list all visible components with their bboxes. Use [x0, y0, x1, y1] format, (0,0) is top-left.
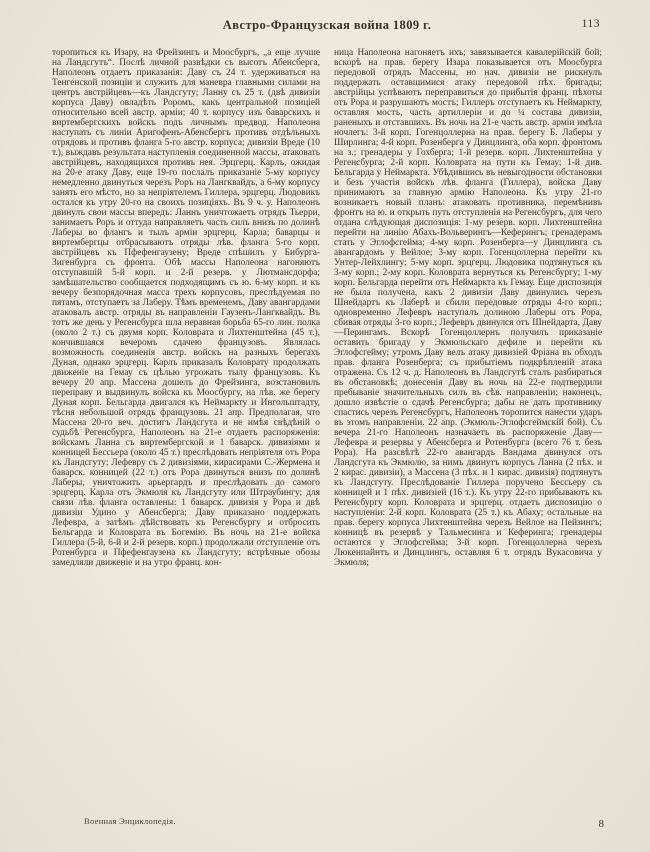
running-title: Австро-Французская война 1809 г. — [222, 18, 432, 32]
footer-signature: Военная Энциклопедія. — [84, 816, 176, 826]
article-body — [52, 48, 602, 812]
page-header — [52, 18, 602, 40]
page-number: 113 — [581, 18, 600, 30]
footer-sheet-number: 8 — [598, 818, 604, 830]
column-right: ница Наполеона нагоняетъ ихъ; завязывается кавалерійскій бой; вскорѣ на прав. берегу Изара показывается отъ Моосбурга передовой отрядъ Массены, но нач. дивизіи не рискнулъ поддержать оставшимися атаку передовой пѣх. бригады; австрійцы успѣваютъ переправиться до прибытія франц. пѣхоты отъ Рора и разрушаютъ мостъ; Гиллеръ отступаетъ къ Неймаркту, оставляя мостъ, часть артиллеріи и до ¼ состава дивизіи, раненыхъ и отставшихъ. Въ ночь на 21-е часть австр. арміи имѣла ночлегъ: 3-й корп. Гогенцоллерна на прав. берегу Б. Лаберы у Ширлинга; 4-й корп. Розенберга у Динцлинга, оба корп. фронтомъ на з.; гренадеры у Гохберга; 1-й резерв. корп. Лихтенштейна у Регенсбурга; 2-й корп. Коловрата на пути къ Гемау; 1-й див. Бельгарда у Неймаркта. Убѣдившись въ невыгодности обстановки и безъ участія войскъ лѣв. фланга (Гиллера), войска Даву принимаютъ за главную армію Наполеона. Къ утру 21-го возникаетъ новый планъ: атаковать противника, перемѣнивъ фронтъ на ю. и открыть путь отступленія на Регенсбургъ, для чего отдана слѣдующая диспозиція: 1-му резерв. корп. Лихтенштейна перейти на линію Абахъ-Вольверингъ—Кеферингъ; гренадерамъ стать у Эглофсгейма; 4-му корп. Розенберга—у Динцлинга съ авангардомъ у Вейлое; 3-му корп. Гогенцоллерна перейти къ Унтер-Лейхлингу; 5-му корп. эрцгерц. Людовика подтянуться къ 3-му корп.; 2-му корп. Коловрата вернуться къ Регенсбургу; 1-му корп. Бельгарда перейти отъ Неймаркта къ Гемау. Еще диспозиція не была получена, какъ 2 дивизіи Даву двинулись черезъ Шнейдартъ къ Лаберѣ и сбили передовые отряды 4-го корп.; одновременно Лефевръ наступалъ долиною Лаберы отъ Рора, сбивая отряды 3-го корп.; Лефевръ двинулся отъ Шнейдарта, Даву—Перингамъ. Вскорѣ Гогенцоллернъ получилъ приказаніе оставить бригаду у Экмюльскаго дефиле и перейти къ Эглофсгейму; утромъ Даву велъ атаку дивизіей Фріана въ обходъ прав. фланга Розенберга; съ прибытіемъ подкрѣпленій атака отражена. Съ 12 ч. д. Наполеонъ въ Ландсгутѣ сталъ разбираться въ обстановкѣ; донесенія Даву въ ночь на 22-е подтвердили пребываніе значительныхъ силъ въ сѣв. направленіи; наконецъ, дошло извѣстіе о сдачѣ Регенсбурга; дабы не дать противнику спастись черезъ Регенсбургъ, Наполеонъ торопится нанести ударъ въ этомъ направленіи. 22 апр. (Экмюль-Эглофсгеймскій бой). Съ вечера 21-го Наполеонъ назначаетъ въ распоряженіе Даву—Лефевра и резервы у Абенсберга и Ротенбурга (всего 76 т. безъ Рора). На разсвѣтѣ 22-го авангардъ Вандама двинулся отъ Ландсгута къ Экмюлю, за нимъ двинутъ корпусъ Ланна (2 пѣх. и 2 кирас. дивизіи), а Массена (3 пѣх. и 1 кирас. дивизія) подтянутъ къ Ландсгуту. Преслѣдованіе Гиллера поручено Бессьеру съ конницей и 1 пѣх. дивизіей (16 т.). Къ утру 22-го прибываютъ къ Регенсбургу корп. Коловрата и эрцгерц. отдаетъ диспозицію о наступленіи: 2-й корп. Коловрата (25 т.) къ Абаху; остальные на прав. берегу корпуса Лихтенштейна черезъ Вейлое на Пейзингъ; конницѣ въ резервѣ у Тальмесинга и Кеферинга; гренадеры остаются у Эглофсгейма; 3-й корп. Гогенцоллерна черезъ Люкенпайнтъ и Динцлингъ, оставляя 6 т. отрядъ Вукасовича у Экмюля; — [334, 48, 602, 568]
column-left: торопиться къ Изару, на Фрейзингъ и Моосбургъ, „а еще лучше на Ландсгутъ“. Послѣ личной развѣдки съ высотъ Абенсберга, Наполеонъ отдаетъ приказанія: Даву съ 24 т. удерживаться на Тенгенской позиціи и служить для маневра главными силами на центръ австрійцевъ—къ Ландсгуту; Ланну съ 25 т. (двѣ дивизіи корпуса Даву) овладѣть Роромъ, какъ центральной позиціей относительно всей австр. арміи; 40 т. корпусу изъ баварскихъ и виртембергскихъ войскъ подъ личнымъ предвод. Наполеона наступать съ линіи Аригофенъ-Абенсбергъ противъ отдѣльныхъ отрядовъ и противъ фланга 5-го австр. корпуса; дивизіи Вреде (10 т.), выждавъ результата наступленія соединенной массы, атаковать австрійцевъ, находящихся противъ нея. Эрцгерц. Карлъ, ожидая на 20-е атаку Даву, еще 19-го послалъ приказаніе 5-му корпусу немедленно двинуться черезъ Роръ на Лангквайдъ, а 6-му корпусу занять его мѣсто, но за непріятелемъ Гиллера, эрцгерц. Людовикъ остался къ утру 20-го на своихъ позиціяхъ. Въ 9 ч. у. Наполеонъ двинулъ свои массы впередъ: Ланнъ уничтожаетъ отрядъ Тьерри, занимаетъ Роръ и оттуда направляетъ часть силъ внизъ по долинѣ Лаберы во флангъ и тылъ арміи эрцгерц. Карла; баварцы и виртембергцы отбрасываютъ отряды лѣв. фланга 5-го корп. австрійцевъ къ Пфефенгаузену; Вреде спѣшилъ у Бибурга-Зигенбурга съ фронта. Обѣ массы Наполеона нагоняютъ отступавшій 5-й корп. и 2-й резерв. у Лютмансдорфа; замѣшательство сообщается подходящимъ съ ю. 6-му корп. и къ вечеру безпорядочная масса трехъ корпусовъ, преслѣдуемая по пятамъ, отступаетъ за Лаберу. Тѣмъ временемъ, Даву авангардами атаковалъ австр. отряды въ направленіи Гаузенъ-Лангквайдъ. Въ тотъ же день у Регенсбурга шла неравная борьба 65-го лин. полка (около 2 т.) съ двумя корп. Коловрата и Лихтенштейна (45 т.), кончившаяся вечеромъ сдачею французовъ. Являлась возможность соединенія австр. войскъ на разныхъ берегахъ Дуная, однако эрцгерц. Карлъ приказалъ Коловрату продолжать движеніе на Гемау съ цѣлью угрожать тылу французовъ. Къ вечеру 20 апр. Массена дошелъ до Фрейзинга, возстановилъ переправу и выдвинулъ войска къ Моосбургу, на лѣв. же берегу Дуная корп. Бельгарда двигался къ Неймаркту и Ингольштадту, тѣсня небольшой отрядъ французовъ. 21 апр. Предполагая, что Массена 20-го веч. достигъ Ландсгута и не имѣя свѣдѣній о судьбѣ Регенсбурга, Наполеонъ на 21-е отдаетъ распоряженія: войскамъ Ланна съ виртембергской и 1 баварск. дивизіями и конницей Бессьера (около 45 т.) преслѣдовать непріятеля отъ Рора къ Ландсгуту; Лефевру съ 2 дивизіями, кирасирами С.-Жермена и баварск. конницей (22 т.) отъ Рора двинуться внизъ по долинѣ Лаберы, уничтожить арьергардъ и преслѣдовать до самого эрцгерц. Карла отъ Экмюля къ Ландсгуту или Штраубингу; для связи лѣв. фланга оставлены: 1 баварск. дивизія у Рора и двѣ дивизіи Удино у Абенсберга; Даву приказано поддержать Лефевра, а затѣмъ дѣйствовать къ Регенсбургу и отбросить Бельгарда и Коловрата въ Богемію. Въ ночь на 21-е войска Гиллера (5-й, 6-й и 2-й резерв. корп.) продолжали отступленіе отъ Ротенбурга и Пфефенгаузена къ Ландсгуту; встрѣчные обозы замедляли движеніе и на утро франц. кон- — [52, 48, 320, 568]
